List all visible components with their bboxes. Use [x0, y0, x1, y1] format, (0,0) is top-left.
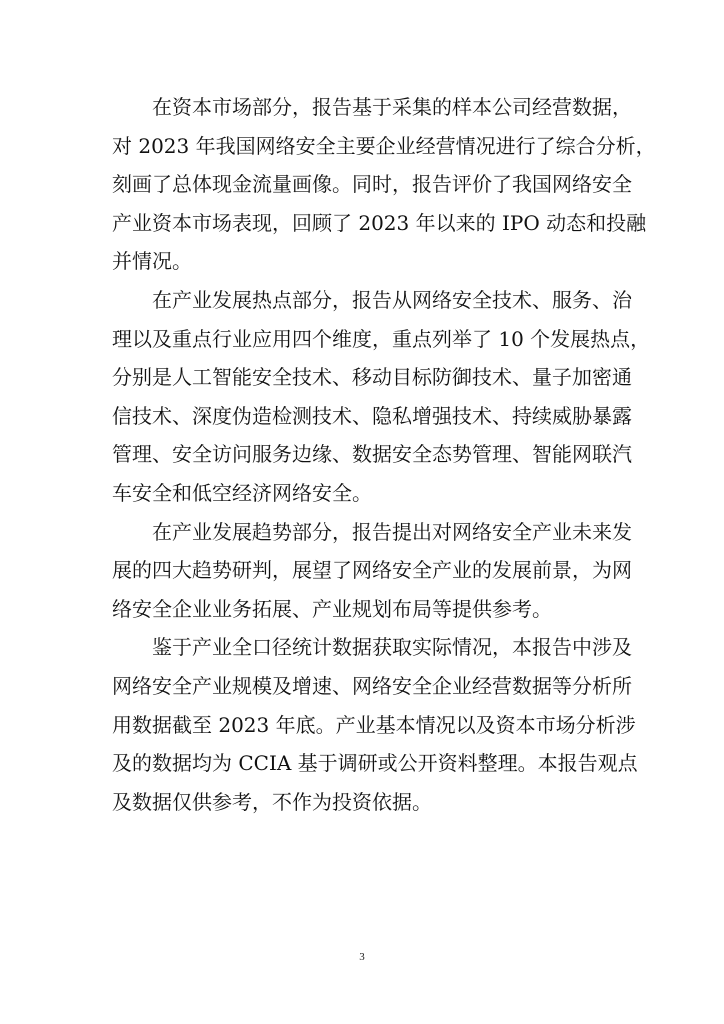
text-line: 及数据仅供参考，不作为投资依据。 — [112, 789, 432, 814]
text-line: 在产业发展趋势部分，报告提出对网络安全产业未来发 — [152, 519, 632, 544]
body-text — [112, 88, 656, 821]
text-line: 车安全和低空经济网络安全。 — [112, 480, 372, 505]
paragraph-capital-market — [112, 88, 656, 281]
text-line: 用数据截至 2023 年底。产业基本情况以及资本市场分析涉 — [112, 712, 636, 737]
text-line: 在产业发展热点部分，报告从网络安全技术、服务、治 — [152, 287, 632, 312]
text-line: 分别是人工智能安全技术、移动目标防御技术、量子加密通 — [112, 365, 632, 390]
text-line: 络安全企业业务拓展、产业规划布局等提供参考。 — [112, 596, 552, 621]
text-line: 管理、安全访问服务边缘、数据安全态势管理、智能网联汽 — [112, 442, 632, 467]
text-line: 网络安全产业规模及增速、网络安全企业经营数据等分析所 — [112, 673, 632, 698]
text-line: 对 2023 年我国网络安全主要企业经营情况进行了综合分析， — [112, 133, 656, 158]
text-line: 产业资本市场表现，回顾了 2023 年以来的 IPO 动态和投融 — [112, 210, 647, 235]
text-line: 及的数据均为 CCIA 基于调研或公开资料整理。本报告观点 — [112, 751, 638, 776]
text-line: 展的四大趋势研判，展望了网络安全产业的发展前景，为网 — [112, 558, 632, 583]
text-line: 刻画了总体现金流量画像。同时，报告评价了我国网络安全 — [112, 172, 632, 197]
paragraph-trends — [112, 513, 632, 629]
text-line: 并情况。 — [112, 249, 192, 274]
text-line: 鉴于产业全口径统计数据获取实际情况，本报告中涉及 — [152, 635, 632, 660]
text-line: 理以及重点行业应用四个维度，重点列举了 10 个发展热点， — [112, 326, 651, 351]
page-number: 3 — [359, 951, 365, 963]
text-line: 信技术、深度伪造检测技术、隐私增强技术、持续威胁暴露 — [112, 403, 632, 428]
paragraph-hotspots — [112, 281, 651, 513]
text-line: 在资本市场部分，报告基于采集的样本公司经营数据， — [152, 95, 632, 119]
paragraph-data-note — [112, 628, 638, 821]
